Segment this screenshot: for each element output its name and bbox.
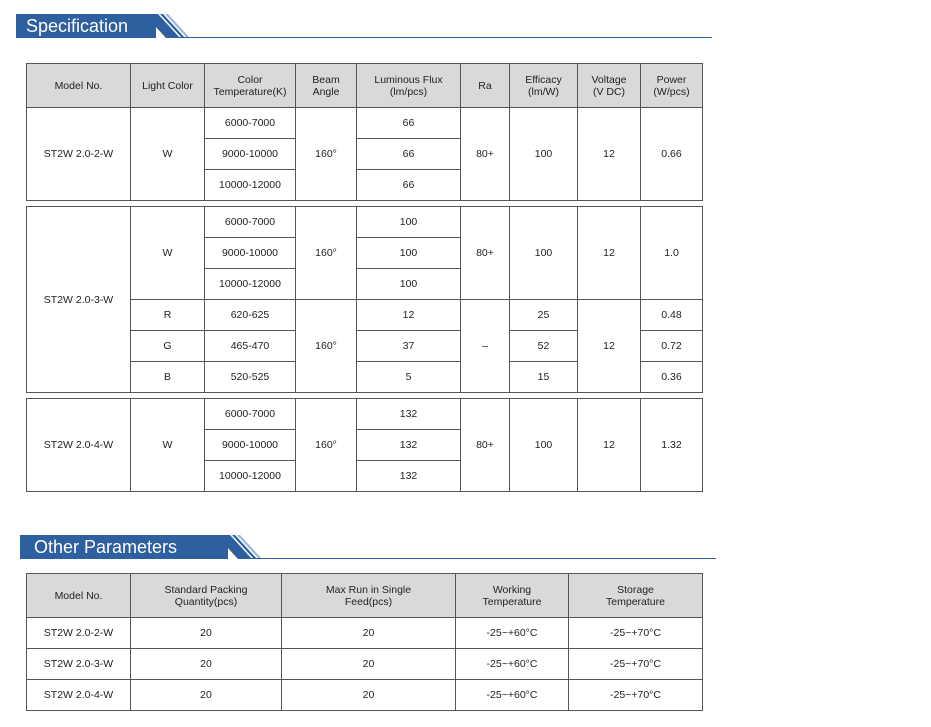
power-cell: 0.66 [641, 108, 703, 201]
spec-header-row [27, 64, 703, 108]
beam-cell: 160° [296, 207, 357, 300]
flux-cell: 132 [357, 461, 461, 492]
header-flux-line2: (lm/pcs) [389, 85, 428, 98]
voltage-cell: 12 [578, 108, 641, 201]
max-run-cell: 20 [282, 649, 456, 680]
header-efficacy-line2: (lm/W) [528, 85, 559, 98]
voltage-cell: 12 [578, 300, 641, 393]
flux-cell: 12 [357, 300, 461, 331]
light-color-cell: R [131, 300, 205, 331]
header-power [641, 64, 703, 108]
header-voltage [578, 64, 641, 108]
color-temp-cell: 9000-10000 [205, 430, 296, 461]
specification-underline [166, 37, 712, 38]
header-working-temp-line2: Temperature [482, 595, 542, 608]
header-model-label: Model No. [54, 79, 103, 92]
specification-title: Specification [16, 14, 156, 38]
table-row [27, 108, 703, 139]
table-row [27, 618, 703, 649]
flux-cell: 100 [357, 238, 461, 269]
working-temp-cell: -25~+60°C [456, 649, 569, 680]
power-cell: 0.48 [641, 300, 703, 331]
light-color-cell: W [131, 399, 205, 492]
flux-cell: 100 [357, 269, 461, 300]
packing-cell: 20 [131, 618, 282, 649]
header-power-line2: (W/pcs) [653, 85, 690, 98]
color-temp-cell: 10000-12000 [205, 170, 296, 201]
power-cell: 0.72 [641, 331, 703, 362]
header-packing-line1: Standard Packing [164, 583, 248, 596]
header-beam-line2: Angle [312, 85, 340, 98]
storage-temp-cell: -25~+70°C [569, 680, 703, 711]
flux-cell: 132 [357, 399, 461, 430]
wavelength-cell: 520-525 [205, 362, 296, 393]
header-model-label: Model No. [54, 589, 103, 602]
efficacy-cell: 100 [510, 399, 578, 492]
header-light-color [131, 64, 205, 108]
header-color-temp-line2: Temperature(K) [213, 85, 287, 98]
efficacy-cell: 52 [510, 331, 578, 362]
header-packing-line2: Quantity(pcs) [174, 595, 238, 608]
model-cell: ST2W 2.0-3-W [27, 207, 131, 393]
voltage-cell: 12 [578, 207, 641, 300]
max-run-cell: 20 [282, 680, 456, 711]
storage-temp-cell: -25~+70°C [569, 618, 703, 649]
header-packing [131, 574, 282, 618]
header-storage-temp [569, 574, 703, 618]
header-color-temp-line1: Color [237, 73, 263, 86]
header-light-color-label: Light Color [142, 79, 193, 92]
other-parameters-title: Other Parameters [20, 535, 228, 559]
header-color-temp [205, 64, 296, 108]
ra-cell: – [461, 300, 510, 393]
header-efficacy-line1: Efficacy [525, 73, 562, 86]
header-working-temp-line1: Working [492, 583, 532, 596]
flux-cell: 100 [357, 207, 461, 238]
flux-cell: 37 [357, 331, 461, 362]
beam-cell: 160° [296, 300, 357, 393]
power-cell: 0.36 [641, 362, 703, 393]
beam-cell: 160° [296, 108, 357, 201]
specification-table [26, 63, 703, 492]
header-model [27, 574, 131, 618]
header-max-run [282, 574, 456, 618]
other-parameters-table [26, 573, 703, 711]
header-ra [461, 64, 510, 108]
color-temp-cell: 10000-12000 [205, 269, 296, 300]
other-parameters-section-header [20, 535, 720, 559]
tab-stripes [144, 14, 194, 39]
model-cell: ST2W 2.0-4-W [27, 680, 131, 711]
header-max-run-line1: Max Run in Single [325, 583, 412, 596]
table-row [27, 649, 703, 680]
header-beam [296, 64, 357, 108]
table-row [27, 207, 703, 238]
model-cell: ST2W 2.0-4-W [27, 399, 131, 492]
light-color-cell: W [131, 108, 205, 201]
header-max-run-line2: Feed(pcs) [344, 595, 393, 608]
header-model [27, 64, 131, 108]
ra-cell: 80+ [461, 108, 510, 201]
header-storage-temp-line1: Storage [617, 583, 654, 596]
table-row [27, 680, 703, 711]
flux-cell: 66 [357, 139, 461, 170]
specification-section-header [16, 14, 716, 38]
wavelength-cell: 465-470 [205, 331, 296, 362]
header-flux [357, 64, 461, 108]
power-cell: 1.0 [641, 207, 703, 300]
packing-cell: 20 [131, 649, 282, 680]
wavelength-cell: 620-625 [205, 300, 296, 331]
header-working-temp [456, 574, 569, 618]
header-efficacy [510, 64, 578, 108]
header-power-line1: Power [656, 73, 687, 86]
header-flux-line1: Luminous Flux [374, 73, 443, 86]
light-color-cell: B [131, 362, 205, 393]
model-cell: ST2W 2.0-2-W [27, 618, 131, 649]
voltage-cell: 12 [578, 399, 641, 492]
other-parameters-underline [238, 558, 716, 559]
light-color-cell: W [131, 207, 205, 300]
efficacy-cell: 100 [510, 108, 578, 201]
max-run-cell: 20 [282, 618, 456, 649]
light-color-cell: G [131, 331, 205, 362]
model-cell: ST2W 2.0-2-W [27, 108, 131, 201]
color-temp-cell: 10000-12000 [205, 461, 296, 492]
efficacy-cell: 15 [510, 362, 578, 393]
working-temp-cell: -25~+60°C [456, 680, 569, 711]
flux-cell: 132 [357, 430, 461, 461]
color-temp-cell: 6000-7000 [205, 399, 296, 430]
power-cell: 1.32 [641, 399, 703, 492]
ra-cell: 80+ [461, 207, 510, 300]
color-temp-cell: 9000-10000 [205, 139, 296, 170]
ra-cell: 80+ [461, 399, 510, 492]
color-temp-cell: 9000-10000 [205, 238, 296, 269]
color-temp-cell: 6000-7000 [205, 108, 296, 139]
header-voltage-line2: (V DC) [592, 85, 626, 98]
header-voltage-line1: Voltage [591, 73, 627, 86]
color-temp-cell: 6000-7000 [205, 207, 296, 238]
header-ra-label: Ra [478, 79, 492, 92]
header-storage-temp-line2: Temperature [606, 595, 665, 608]
storage-temp-cell: -25~+70°C [569, 649, 703, 680]
model-cell: ST2W 2.0-3-W [27, 649, 131, 680]
flux-cell: 66 [357, 108, 461, 139]
flux-cell: 5 [357, 362, 461, 393]
other-header-row [27, 574, 703, 618]
working-temp-cell: -25~+60°C [456, 618, 569, 649]
beam-cell: 160° [296, 399, 357, 492]
efficacy-cell: 100 [510, 207, 578, 300]
flux-cell: 66 [357, 170, 461, 201]
table-row [27, 399, 703, 430]
header-beam-line1: Beam [312, 73, 340, 86]
efficacy-cell: 25 [510, 300, 578, 331]
tab-stripes [216, 535, 266, 560]
packing-cell: 20 [131, 680, 282, 711]
